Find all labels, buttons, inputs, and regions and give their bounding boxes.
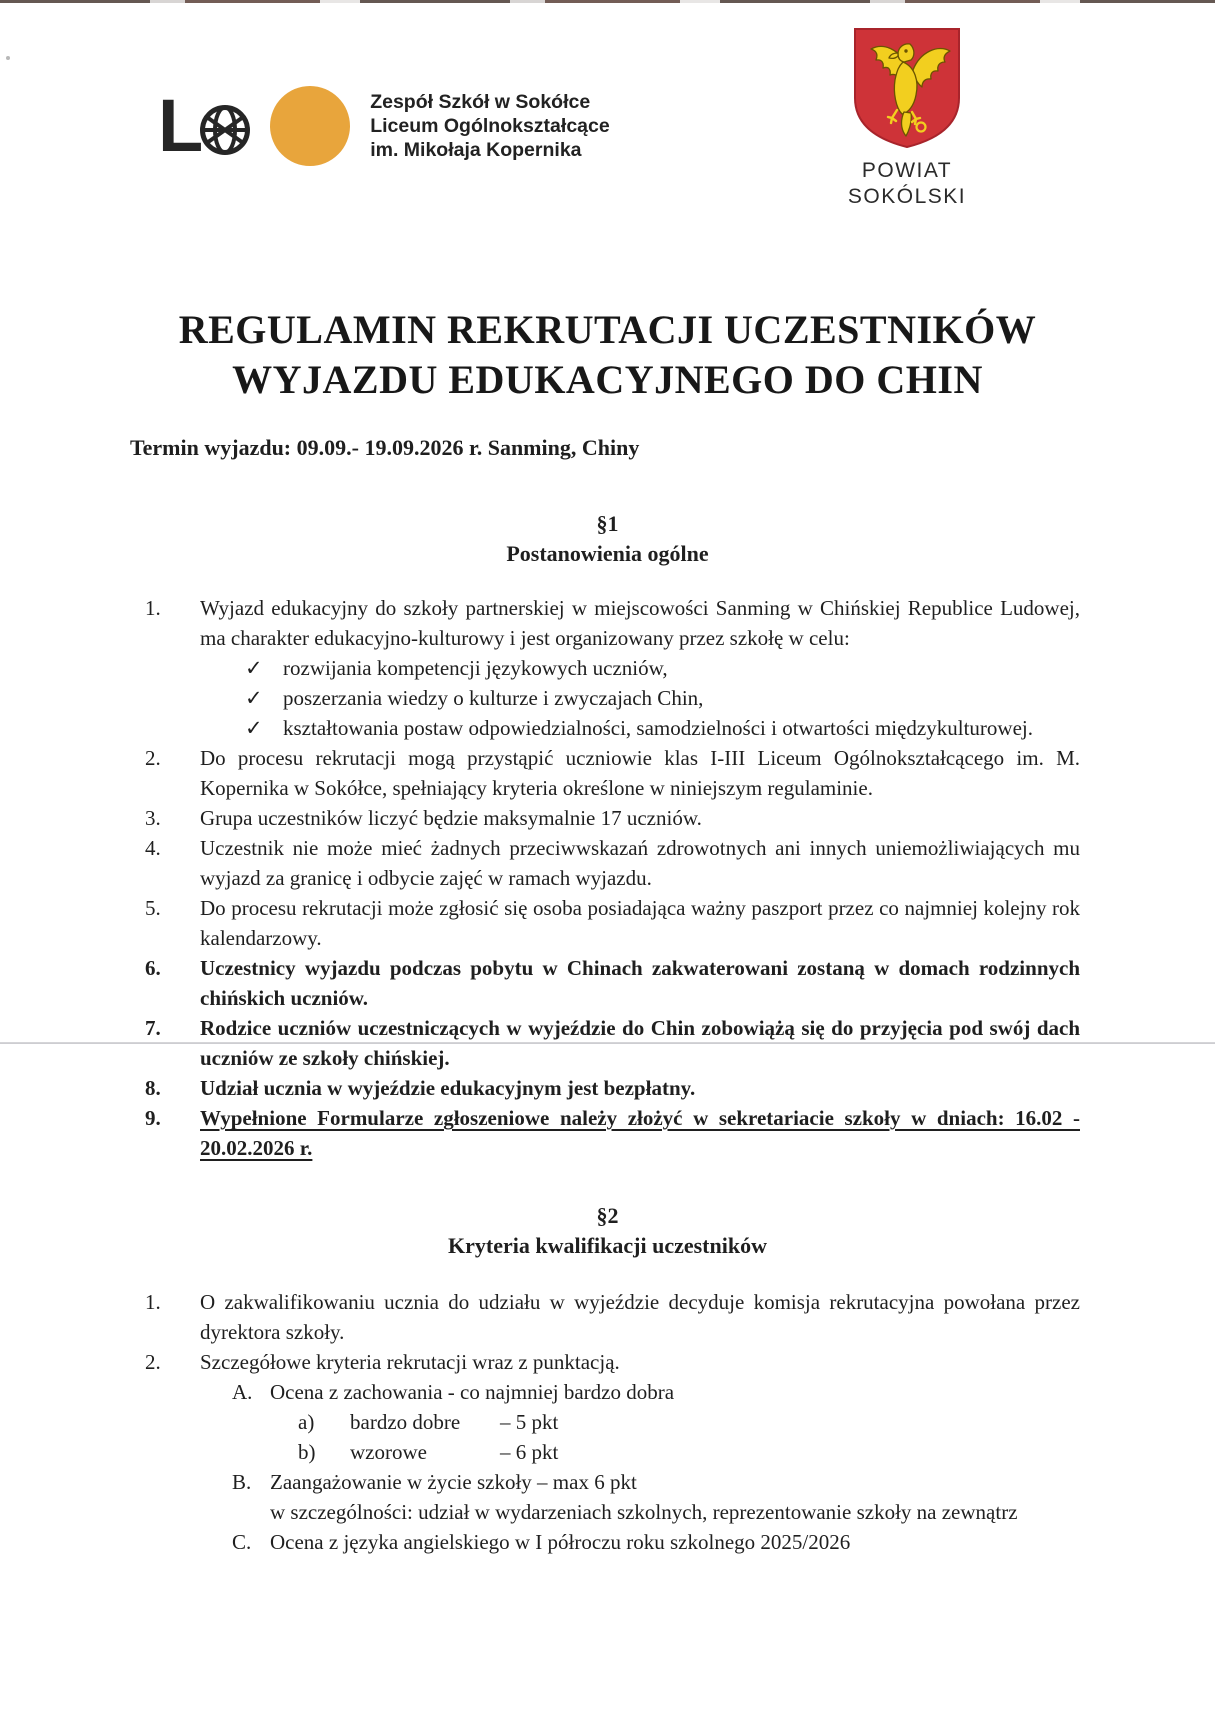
check-item (245, 713, 1080, 743)
criterion-note: w szczególności: udział w wydarzeniach szkolnych, reprezentowanie szkoły na zewnątrz (270, 1500, 1018, 1524)
scan-artifact-line (0, 1042, 1215, 1044)
item-number: 1. (145, 1290, 161, 1314)
item-number: 5. (145, 896, 161, 920)
header (0, 0, 1215, 215)
criterion-text: Ocena z języka angielskiego w I półroczu roku szkolnego 2025/2026 (270, 1530, 851, 1554)
list-item (145, 1347, 1080, 1557)
school-org: Zespół Szkół w Sokółce (370, 91, 591, 113)
check-item-text: kształtowania postaw odpowiedzialności, samodzielności i otwartości międzykulturowej. (283, 716, 1033, 740)
check-icon: ✓ (245, 656, 263, 680)
crest-caption (822, 158, 992, 210)
option-points: – 6 pkt (500, 1440, 559, 1464)
criterion-letter: A. (232, 1380, 253, 1404)
check-item-text: rozwijania kompetencji językowych uczniów, (283, 656, 668, 680)
school-name: Liceum Ogólnokształcące (370, 115, 610, 137)
section-1-title: Postanowienia ogólne (506, 541, 709, 566)
list-item (145, 1073, 1080, 1103)
item-number: 2. (145, 746, 161, 770)
criterion-a (232, 1377, 1080, 1407)
list-item (145, 1287, 1080, 1347)
option-points: – 5 pkt (500, 1410, 559, 1434)
item-number: 1. (145, 596, 161, 620)
section-1-list (145, 593, 1080, 1163)
criterion-text: Zaangażowanie w życie szkoły – max 6 pkt (270, 1470, 637, 1494)
school-name-block (370, 90, 610, 162)
option-label: b) (298, 1440, 316, 1464)
criterion-c (232, 1527, 1080, 1557)
section-2-list (145, 1287, 1080, 1557)
logo-letter-l: L (158, 84, 201, 167)
option-grade: bardzo dobre (350, 1410, 461, 1434)
item-number: 7. (145, 1016, 161, 1040)
document-title (0, 305, 1215, 405)
item-text: Udział ucznia w wyjeździe edukacyjnym jest bezpłatny. (200, 1076, 696, 1100)
school-logo (158, 86, 610, 166)
logo-circle (270, 86, 350, 166)
crest-shield-icon (850, 24, 964, 152)
title-line-1: REGULAMIN REKRUTACJI UCZESTNIKÓW (178, 307, 1037, 352)
item-text: Wyjazd edukacyjny do szkoły partnerskiej w miejscowości Sanming w Chińskiej Republice Ludowej, ma charakter edukacyjno-kulturowy i jest organizowany przez szkołę w celu: (200, 596, 1080, 650)
list-item (145, 593, 1080, 743)
item-text: Do procesu rekrutacji mogą przystąpić uczniowie klas I-III Liceum Ogólnokształcącego im. M. Kopernika w Sokółce, spełniający kryteria określone w niniejszym regulaminie. (200, 746, 1080, 800)
title-line-2: WYJAZDU EDUKACYJNEGO DO CHIN (232, 357, 983, 402)
list-item (145, 893, 1080, 953)
item-text: Uczestnicy wyjazdu podczas pobytu w Chinach zakwaterowani zostaną w domach rodzinnych chińskich uczniów. (200, 956, 1080, 1010)
list-item (145, 743, 1080, 803)
criterion-b (232, 1467, 1080, 1527)
item-text: Uczestnik nie może mieć żadnych przeciwwskazań zdrowotnych ani innych uniemożliwiających mu wyjazd za granicę i odbycie zajęć w ramach wyjazdu. (200, 836, 1080, 890)
crest-caption-line2: SOKÓLSKI (847, 185, 967, 208)
item-number: 4. (145, 836, 161, 860)
section-1-heading (0, 509, 1215, 569)
item-number: 3. (145, 806, 161, 830)
list-item (145, 1103, 1080, 1163)
item-text: Wypełnione Formularze zgłoszeniowe należy złożyć w sekretariacie szkoły w dniach: 16.02 - 20.02.2026 r. (200, 1106, 1080, 1160)
criterion-letter: C. (232, 1530, 252, 1554)
check-icon: ✓ (245, 686, 263, 710)
check-item-text: poszerzania wiedzy o kulturze i zwyczajach Chin, (283, 686, 704, 710)
item-number: 6. (145, 956, 161, 980)
item-number: 9. (145, 1106, 161, 1130)
list-item (145, 953, 1080, 1013)
check-item (245, 683, 1080, 713)
county-crest (822, 24, 992, 210)
school-patron: im. Mikołaja Kopernika (370, 139, 582, 161)
check-item (245, 653, 1080, 683)
item-number: 8. (145, 1076, 161, 1100)
grade-option (298, 1437, 1080, 1467)
crest-caption-line1: POWIAT (861, 159, 953, 182)
trip-date: Termin wyjazdu: 09.09.- 19.09.2026 r. Sanming, Chiny (130, 435, 640, 460)
section-2-title: Kryteria kwalifikacji uczestników (448, 1233, 767, 1258)
goal-check-list (245, 653, 1080, 743)
item-text: Do procesu rekrutacji może zgłosić się osoba posiadająca ważny paszport przez co najmniej kolejny rok kalendarzowy. (200, 896, 1080, 950)
section-2-number: §2 (596, 1203, 619, 1228)
criterion-text: Ocena z zachowania - co najmniej bardzo dobra (270, 1380, 675, 1404)
section-1-number: §1 (596, 511, 619, 536)
globe-icon (198, 103, 252, 157)
item-text: Grupa uczestników liczyć będzie maksymalnie 17 uczniów. (200, 806, 702, 830)
item-text: Szczegółowe kryteria rekrutacji wraz z punktacją. (200, 1350, 620, 1374)
section-2-heading (0, 1201, 1215, 1261)
list-item (145, 803, 1080, 833)
list-item (145, 833, 1080, 893)
check-icon: ✓ (245, 716, 263, 740)
grade-option (298, 1407, 1080, 1437)
criterion-letter: B. (232, 1470, 252, 1494)
item-text: Rodzice uczniów uczestniczących w wyjeździe do Chin zobowiążą się do przyjęcia pod swój dach uczniów ze szkoły chińskiej. (200, 1016, 1080, 1070)
item-text: O zakwalifikowaniu ucznia do udziału w wyjeździe decyduje komisja rekrutacyjna powołana przez dyrektora szkoły. (200, 1290, 1080, 1344)
item-number: 2. (145, 1350, 161, 1374)
option-grade: wzorowe (350, 1440, 427, 1464)
option-label: a) (298, 1410, 315, 1434)
